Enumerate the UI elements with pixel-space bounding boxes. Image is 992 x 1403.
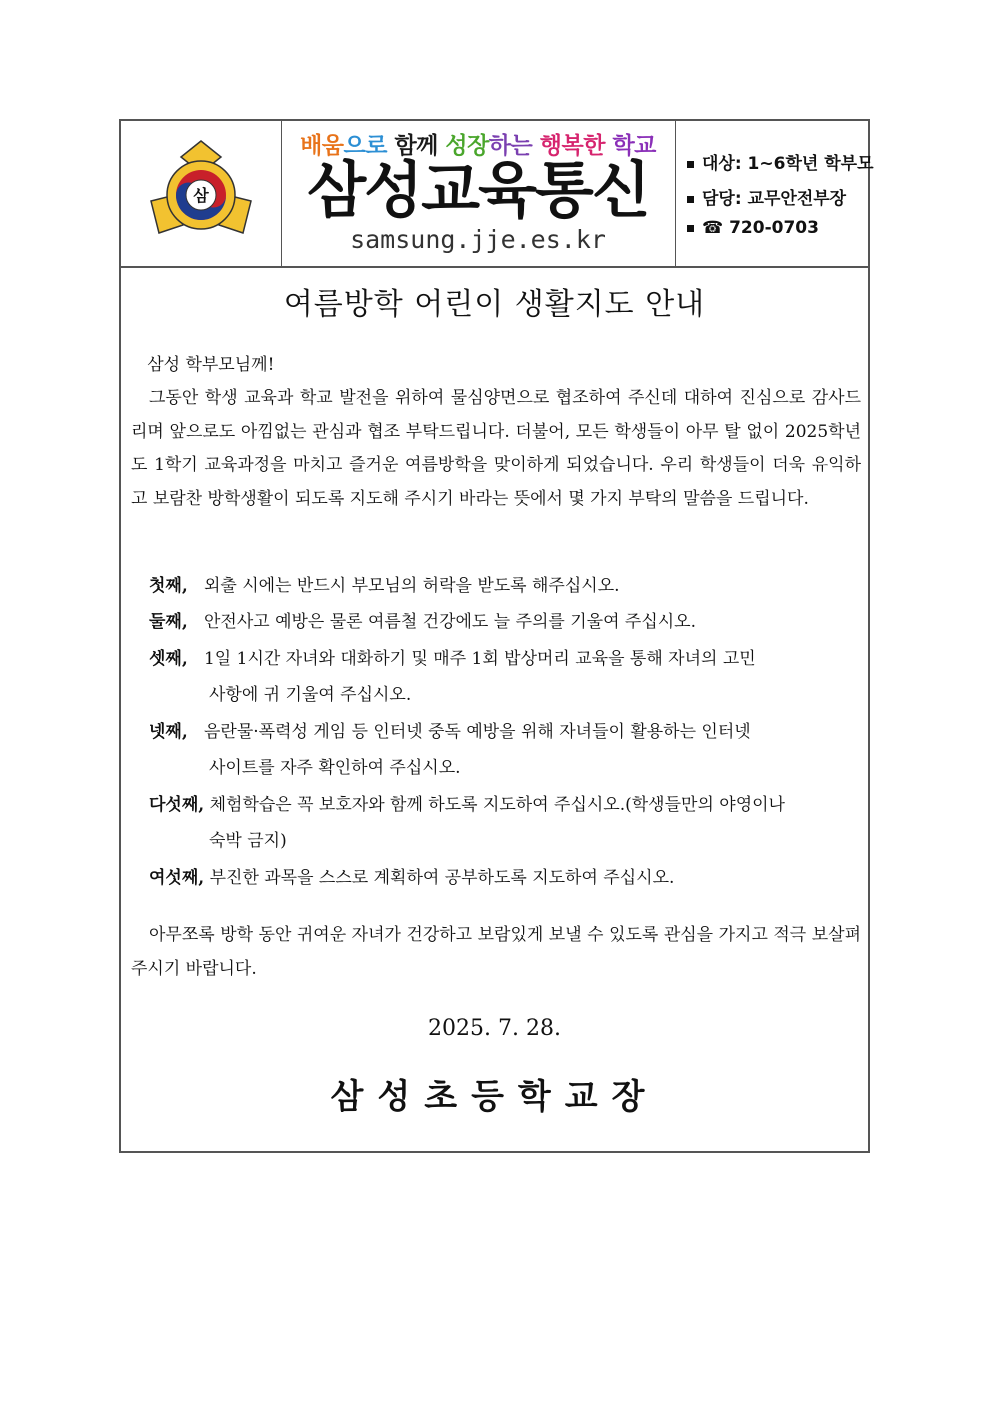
- slogan-segment: 함께: [386, 133, 446, 159]
- school-website: samsung.jje.es.kr: [350, 225, 606, 254]
- logo-cell: [121, 121, 282, 266]
- list-item: 둘째, 안전사고 예방은 물론 여름철 건강에도 늘 주의를 기울여 주십시오.: [149, 612, 697, 632]
- principal-signature: 삼성초등학교장: [330, 1077, 659, 1117]
- issue-date: 2025. 7. 28.: [428, 1016, 561, 1041]
- notice-title: 여름방학 어린이 생활지도 안내: [283, 287, 706, 322]
- slogan-segment: 성장: [445, 133, 489, 159]
- slogan-segment: 학교: [604, 133, 656, 159]
- info-cell: [675, 121, 874, 266]
- slogan-segment: 배움: [300, 133, 344, 159]
- newsletter-header: [121, 121, 874, 268]
- closing-paragraph: 아무쪼록 방학 동안 귀여운 자녀가 건강하고 보람있게 보낼 수 있도록 관심을 가지고 적극 보살펴 주시기 바랍니다.: [131, 925, 861, 979]
- list-item: 여섯째, 부진한 과목을 스스로 계획하여 공부하도록 지도하여 주십시오.: [149, 868, 675, 888]
- emblem-char: 삼: [193, 186, 209, 205]
- intro-paragraph: 그동안 학생 교육과 학교 발전을 위하여 물심양면으로 협조하여 주신데 대하여 진심으로 감사드리며 앞으로도 아낌없는 관심과 협조 부탁드립니다. 더불어, 모든 학생들이 아무 탈 없이 2025학년도 1학기 교육과정을 마치고 즐거운 여름방학을 맞이하게 되었습니다. 우리 학생들이 더욱 유익하고 보람찬 방학생활이 되도록 지도해 주시기 바라는 뜻에서 몇 가지 부탁의 말씀을 드립니다.: [131, 388, 861, 509]
- info-phone: ☎ 720-0703: [687, 218, 819, 238]
- slogan-segment: 행복한: [539, 133, 605, 159]
- newsletter-frame: [119, 119, 874, 1153]
- info-audience: 대상: 1~6학년 학부모: [687, 149, 874, 174]
- list-item: 셋째, 1일 1시간 자녀와 대화하기 및 매주 1회 밥상머리 교육을 통해 자녀의 고민 사항에 귀 기울여 주십시오.: [149, 649, 756, 705]
- list-item: 다섯째, 체험학습은 꼭 보호자와 함께 하도록 지도하여 주십시오.(학생들만의 야영이나 숙박 금지): [149, 795, 785, 851]
- info-contact-person: 담당: 교무안전부장: [687, 184, 846, 209]
- slogan-segment: 으로: [343, 133, 387, 159]
- greeting: 삼성 학부모님께!: [147, 355, 275, 375]
- newsletter-name: 삼성교육통신: [307, 155, 649, 226]
- title-cell: [281, 121, 676, 266]
- slogan-segment: 하는: [488, 133, 540, 159]
- list-item: 첫째, 외출 시에는 반드시 부모님의 허락을 받도록 해주십시오.: [149, 576, 620, 596]
- school-emblem-logo: [145, 139, 257, 243]
- list-item: 넷째, 음란물·폭력성 게임 등 인터넷 중독 예방을 위해 자녀들이 활용하는 인터넷 사이트를 자주 확인하여 주십시오.: [149, 722, 751, 778]
